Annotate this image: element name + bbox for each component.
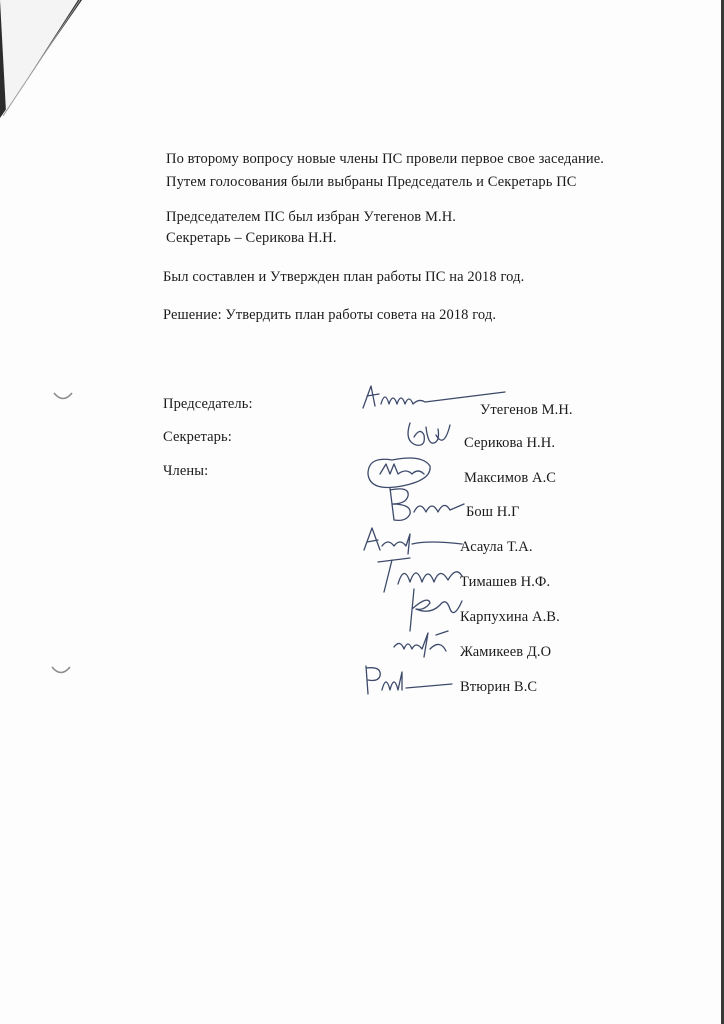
paragraph-1-line-2: Путем голосования были выбраны Председатель и Секретарь ПС — [166, 174, 577, 190]
secretary-label: Секретарь: — [163, 429, 232, 445]
paragraph-1-line-1: По второму вопросу новые члены ПС провели первое свое заседание. — [166, 151, 605, 167]
plan-approved-line: Был составлен и Утвержден план работы ПС на 2018 год. — [163, 269, 525, 285]
signatory-name-7: Карпухина А.В. — [460, 609, 560, 625]
signatory-name-9: Втюрин В.С — [460, 679, 538, 695]
punch-hole-bottom — [50, 664, 72, 678]
signatory-name-6: Тимашев Н.Ф. — [460, 574, 551, 590]
signatory-name-8: Жамикеев Д.О — [460, 644, 552, 660]
signature-member-vtyurin — [358, 660, 458, 700]
signatory-name-1: Утегенов М.Н. — [480, 402, 573, 418]
signatory-name-2: Серикова Н.Н. — [464, 435, 556, 451]
members-label: Члены: — [163, 463, 209, 479]
decision-line: Решение: Утвердить план работы совета на 2018 год. — [163, 307, 497, 323]
punch-hole-top — [52, 390, 74, 404]
chair-elected-line: Председателем ПС был избран Утегенов М.Н. — [166, 209, 456, 225]
signatory-name-5: Асаула Т.А. — [460, 539, 533, 555]
signature-chair — [355, 378, 515, 418]
secretary-elected-line: Секретарь – Серикова Н.Н. — [166, 230, 337, 246]
signatory-name-3: Максимов А.С — [464, 470, 557, 486]
chair-label: Председатель: — [163, 396, 253, 412]
folded-corner — [0, 0, 120, 130]
signatory-name-4: Бош Н.Г — [466, 504, 520, 520]
signature-secretary — [400, 415, 460, 455]
signature-member-zhamikeev — [388, 625, 458, 665]
